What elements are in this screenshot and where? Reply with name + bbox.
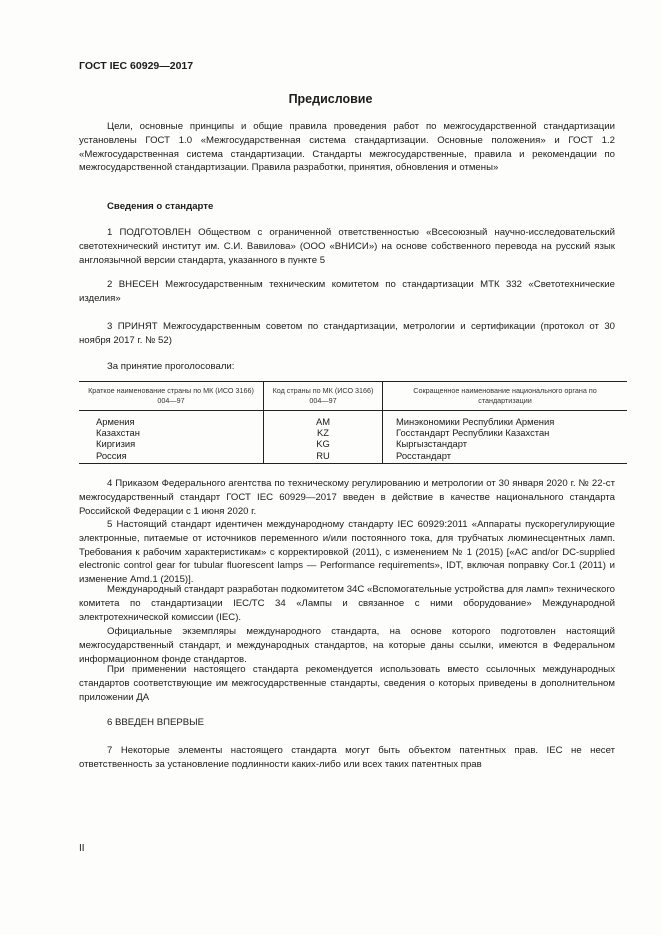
table-header-country: Краткое наименование страны по МК (ИСО 3166) 004—97	[79, 382, 264, 411]
country-cell: Киргизия	[96, 438, 136, 450]
item-4-paragraph: 4 Приказом Федерального агентства по техническому регулированию и метрологии от 30 января 2020 г. № 22-ст межгосударственный стандарт ГОСТ IEC 60929—2017 введен в действие в качестве национального стандарта Российской Федерации с 1 июня 2020 г.	[79, 478, 615, 517]
page-number: II	[79, 843, 85, 854]
code-cell: KG	[264, 438, 383, 449]
item-5-subcommittee-paragraph: Международный стандарт разработан подкомитетом 34С «Вспомогательные устройства для ламп» технического комитета по стандартизации IEC/TC 34 «Лампы и связанное с ними оборудование» Международной электротехнической комиссии (IEC).	[79, 584, 615, 623]
item-7-paragraph: 7 Некоторые элементы настоящего стандарта могут быть объектом патентных прав. IEC не несет ответственность за установление подлинности каких-либо или всех таких патентных прав	[79, 745, 615, 770]
item-3-paragraph: 3 ПРИНЯТ Межгосударственным советом по стандартизации, метрологии и сертификации (протокол от 30 ноября 2017 г. № 52)	[79, 321, 615, 346]
country-cell: Казахстан	[96, 427, 140, 439]
code-cell: AM	[264, 411, 383, 428]
page-title: Предисловие	[288, 92, 373, 106]
table-row	[79, 411, 627, 428]
voted-label: За принятие проголосовали:	[107, 361, 235, 372]
table-header-row	[79, 382, 627, 411]
item-5-paragraph: 5 Настоящий стандарт идентичен международному стандарту IEC 60929:2011 «Аппараты пускорегулирующие электронные, питаемые от источников переменного и/или постоянного тока, для трубчатых люминесцентных ламп. Требования к рабочим характеристикам» с корректировкой (2011), с изменением № 1 (2015) [«AC and/or DC-supplied electronic control gear for tubular fluorescent lamps — Performance requirements», IDT, включая поправку Cor.1 (2011) и изменение Amd.1 (2015)].	[79, 519, 615, 586]
code-cell: RU	[264, 450, 383, 464]
table-header-body: Сокращенное наименование национального органа по стандартизации	[383, 382, 628, 411]
country-cell: Россия	[79, 450, 264, 464]
item-6-paragraph: 6 ВВЕДЕН ВПЕРВЫЕ	[107, 717, 205, 728]
item-2-paragraph: 2 ВНЕСЕН Межгосударственным техническим комитетом по стандартизации МТК 332 «Светотехнические изделия»	[79, 279, 615, 304]
voting-table	[79, 381, 627, 464]
country-cell: Армения	[96, 416, 135, 427]
body-cell: Минэкономики Республики Армения	[383, 411, 628, 428]
code-cell: KZ	[264, 427, 383, 438]
table-row	[79, 427, 627, 438]
section-heading: Сведения о стандарте	[107, 201, 214, 212]
body-cell: Кыргызстандарт	[383, 438, 628, 449]
intro-paragraph: Цели, основные принципы и общие правила проведения работ по межгосударственной стандартизации установлены ГОСТ 1.0 «Межгосударственная система стандартизации. Основные положения» и ГОСТ 1.2 «Межгосударственная система стандартизации. Стандарты межгосударственные, правила и рекомендации по межгосударственной стандартизации. Правила разработки, принятия, обновления и отмены»	[79, 121, 615, 174]
document-code: ГОСТ IEC 60929—2017	[79, 60, 194, 72]
item-5-official-copies-paragraph: Официальные экземпляры международного стандарта, на основе которого подготовлен настоящий межгосударственный стандарт, и международных стандартов, на которые даны ссылки, имеются в Федеральном информационном фонде стандартов.	[79, 626, 615, 665]
table-header-code: Код страны по МК (ИСО 3166) 004—97	[264, 382, 383, 411]
item-5-application-paragraph: При применении настоящего стандарта рекомендуется использовать вместо ссылочных международных стандартов соответствующие им межгосударственные стандарты, сведения о которых приведены в дополнительном приложении ДА	[79, 664, 615, 703]
table-row	[79, 438, 627, 449]
table-row	[79, 450, 627, 464]
body-cell: Госстандарт Республики Казахстан	[383, 427, 628, 438]
item-1-paragraph: 1 ПОДГОТОВЛЕН Обществом с ограниченной ответственностью «Всесоюзный научно-исследовательский светотехнический институт им. С.И. Вавилова» (ООО «ВНИСИ») на основе собственного перевода на русский язык англоязычной версии стандарта, указанного в пункте 5	[79, 227, 615, 266]
body-cell: Росстандарт	[383, 450, 628, 464]
